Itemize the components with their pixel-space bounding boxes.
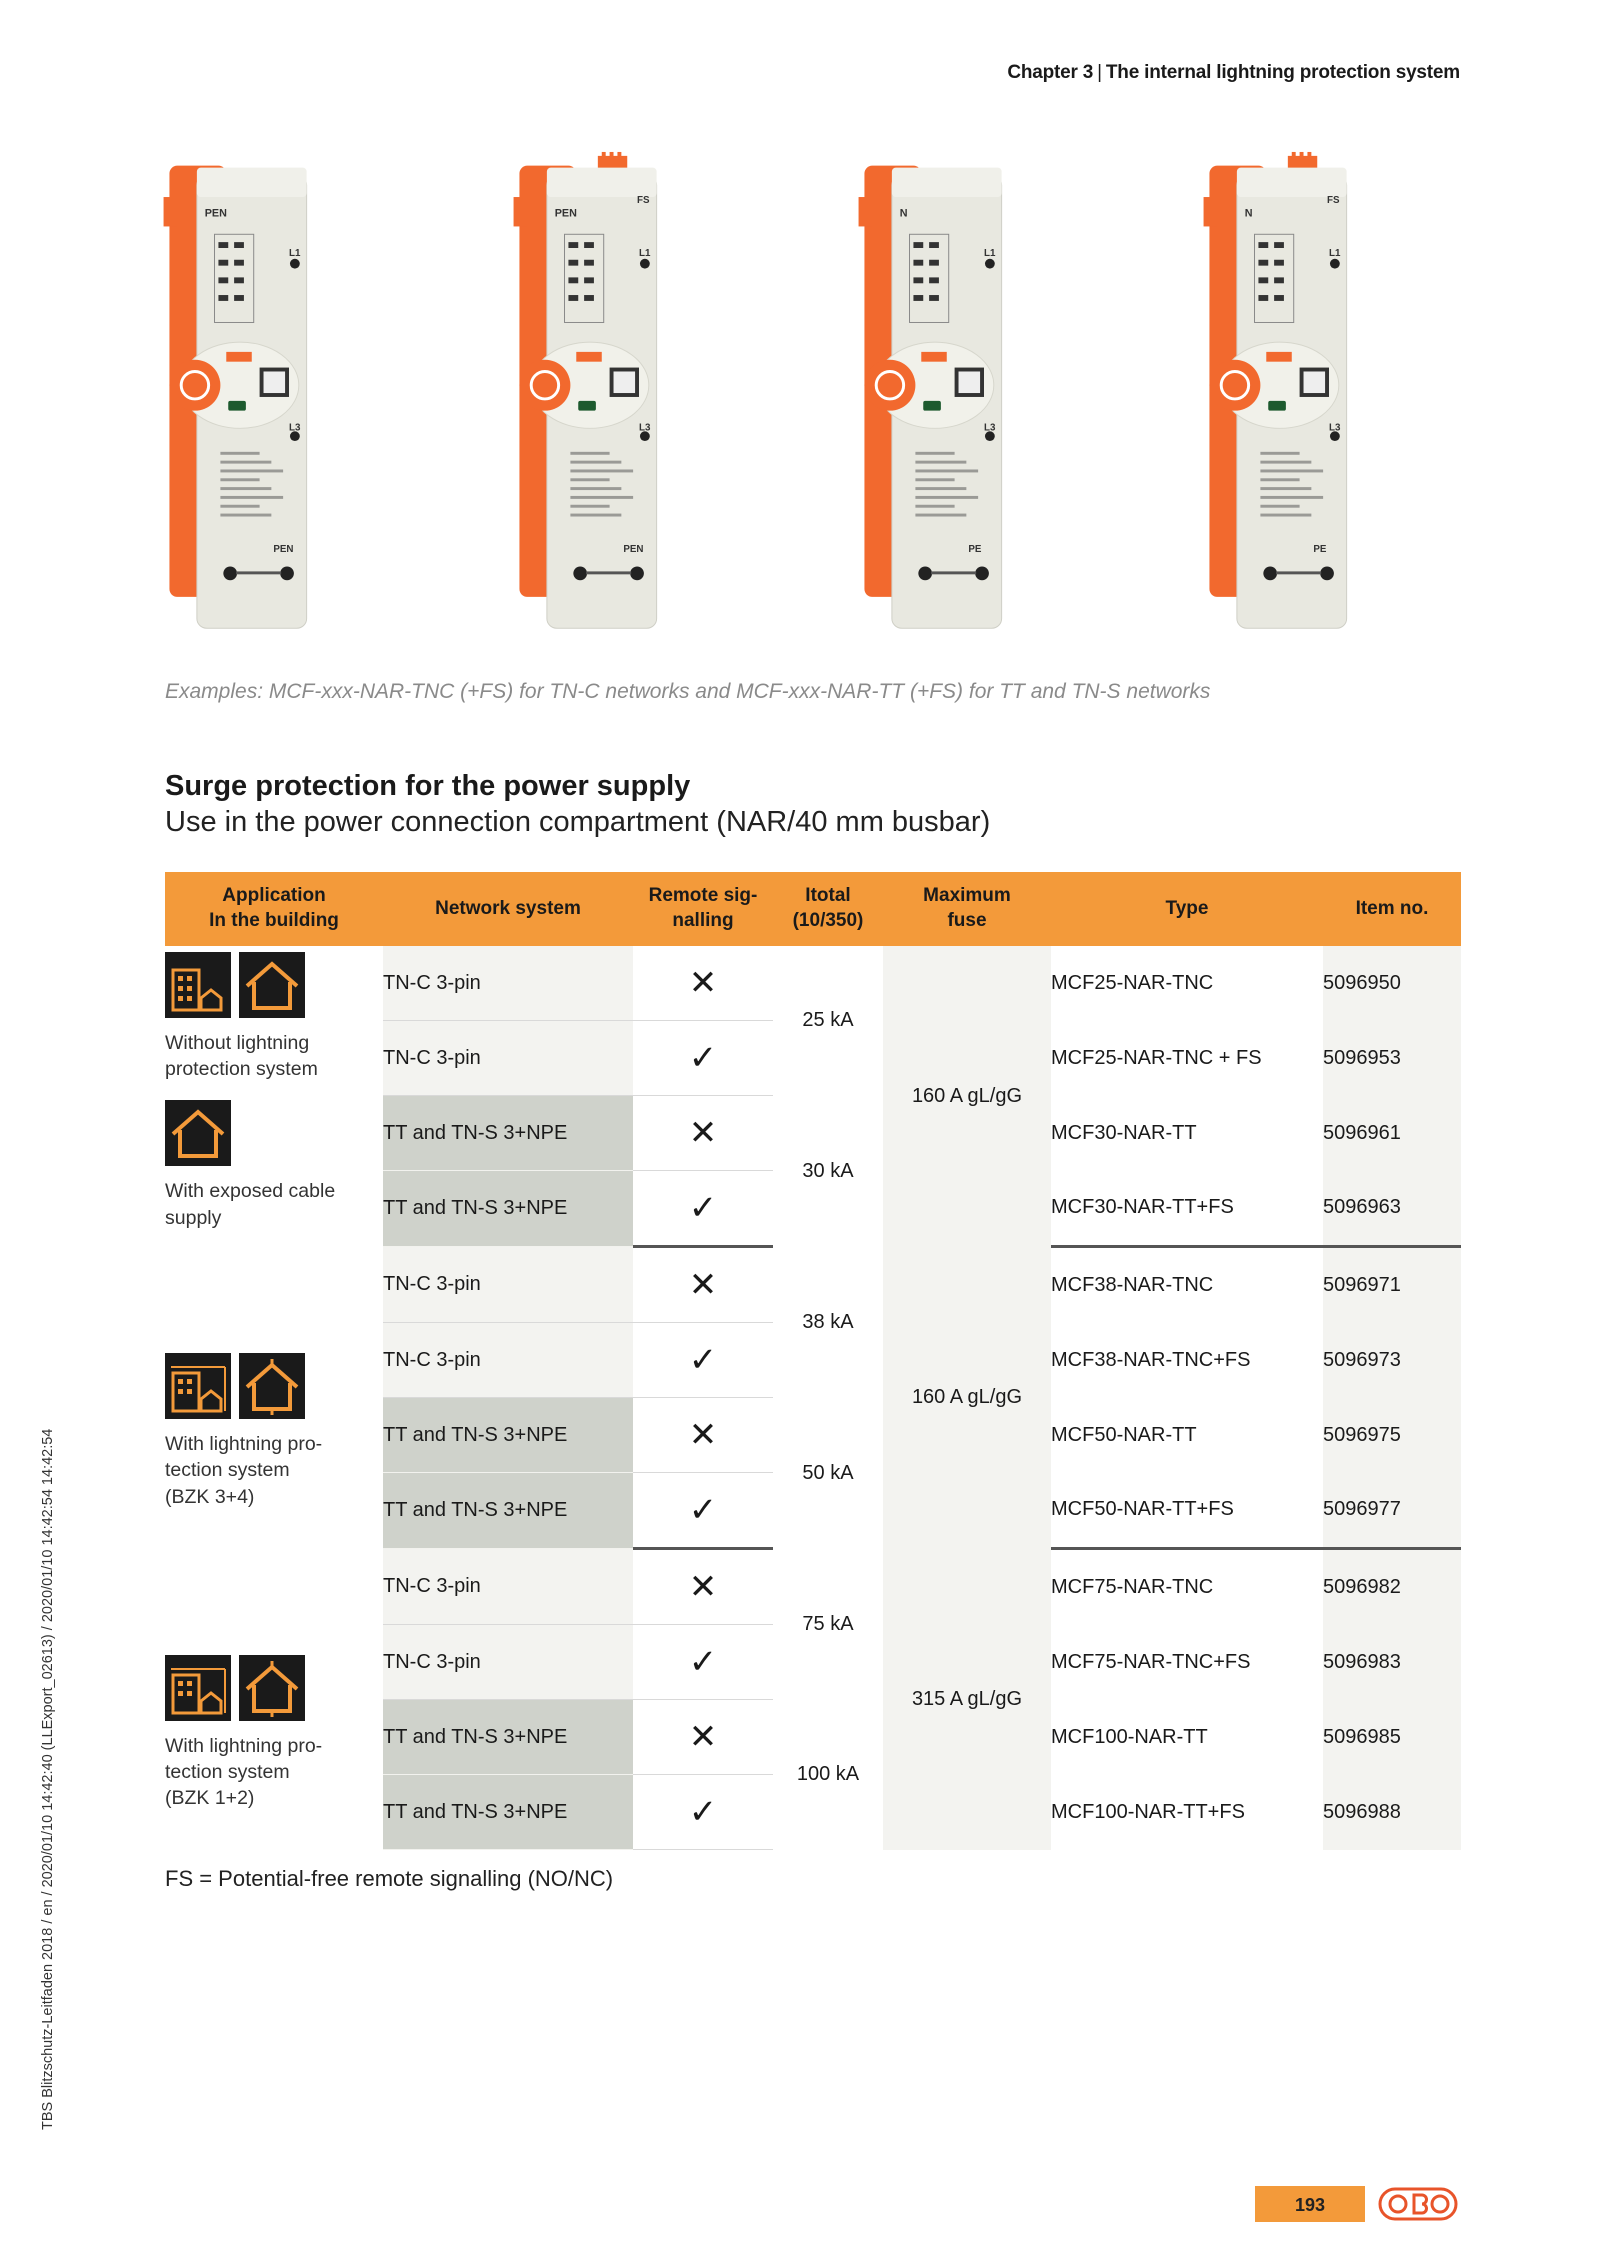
lightning-building-icon xyxy=(165,1353,231,1419)
lightning-house-icon xyxy=(239,1655,305,1721)
obo-logo xyxy=(1378,2186,1458,2222)
type-cell: MCF50-NAR-TT+FS xyxy=(1051,1473,1323,1549)
cross-icon: ✕ xyxy=(688,1416,718,1454)
building-house-icon xyxy=(165,952,231,1018)
table-row xyxy=(165,1549,1461,1625)
cross-icon: ✕ xyxy=(688,1114,718,1152)
remote-cell xyxy=(633,1775,773,1850)
itotal-cell: 75 kA xyxy=(773,1549,883,1700)
application-text: With lightning pro- xyxy=(165,1734,323,1757)
remote-cell xyxy=(633,1549,773,1625)
chapter-title: The internal lightning protection system xyxy=(1105,62,1460,83)
lightning-house-icon xyxy=(239,1353,305,1419)
application-cell xyxy=(165,1247,383,1549)
cross-icon: ✕ xyxy=(688,1266,718,1304)
page-header xyxy=(1007,62,1460,84)
cross-icon: ✕ xyxy=(688,1718,718,1756)
item-cell: 5096961 xyxy=(1323,1096,1461,1171)
fuse-cell: 160 A gL/gG xyxy=(883,946,1051,1247)
network-cell: TN-C 3-pin xyxy=(383,946,633,1021)
header-type: Type xyxy=(1051,872,1323,946)
svg-text:PEN: PEN xyxy=(273,543,294,555)
remote-cell xyxy=(633,1247,773,1323)
check-icon: ✓ xyxy=(688,1039,718,1077)
type-cell: MCF30-NAR-TT+FS xyxy=(1051,1171,1323,1247)
header-separator: | xyxy=(1097,62,1102,83)
itotal-cell: 38 kA xyxy=(773,1247,883,1398)
itotal-cell: 30 kA xyxy=(773,1096,883,1247)
item-cell: 5096988 xyxy=(1323,1775,1461,1850)
svg-text:L1: L1 xyxy=(984,247,996,259)
network-cell: TN-C 3-pin xyxy=(383,1549,633,1625)
header-itotal: Itotal (10/350) xyxy=(773,872,883,946)
item-cell: 5096950 xyxy=(1323,946,1461,1021)
type-cell: MCF75-NAR-TNC xyxy=(1051,1549,1323,1625)
house-icon xyxy=(239,952,305,1018)
check-icon: ✓ xyxy=(688,1643,718,1681)
house-icon xyxy=(165,1100,231,1166)
item-cell: 5096975 xyxy=(1323,1398,1461,1473)
svg-text:PEN: PEN xyxy=(623,543,644,555)
product-image-1 xyxy=(160,150,320,640)
application-text: tection system xyxy=(165,1760,290,1783)
svg-text:PE: PE xyxy=(1313,543,1327,555)
side-print-info: TBS Blitzschutz-Leitfaden 2018 / en / 2020/01/10 14:42:40 (LLExport_02613) / 2020/01/10 14:42:54 14:42:54 xyxy=(40,1428,56,2130)
application-text: tection system xyxy=(165,1459,290,1482)
network-cell: TN-C 3-pin xyxy=(383,1323,633,1398)
type-cell: MCF25-NAR-TNC xyxy=(1051,946,1323,1021)
application-text: With exposed cable supply xyxy=(165,1180,336,1229)
section-subtitle: Use in the power connection compartment (NAR/40 mm busbar) xyxy=(165,806,991,838)
chapter-label: Chapter 3 xyxy=(1007,62,1094,83)
svg-text:L3: L3 xyxy=(639,422,651,434)
network-cell: TN-C 3-pin xyxy=(383,1247,633,1323)
network-cell: TT and TN-S 3+NPE xyxy=(383,1171,633,1247)
type-cell: MCF50-NAR-TT xyxy=(1051,1398,1323,1473)
check-icon: ✓ xyxy=(688,1341,718,1379)
type-cell: MCF25-NAR-TNC + FS xyxy=(1051,1021,1323,1096)
product-images xyxy=(160,150,1460,650)
item-cell: 5096983 xyxy=(1323,1625,1461,1700)
svg-text:FS: FS xyxy=(637,194,650,206)
itotal-cell: 100 kA xyxy=(773,1700,883,1850)
footnote: FS = Potential-free remote signalling (NO/NC) xyxy=(165,1866,614,1891)
fuse-cell: 160 A gL/gG xyxy=(883,1247,1051,1549)
svg-text:N: N xyxy=(1244,207,1253,220)
check-icon: ✓ xyxy=(688,1491,718,1529)
type-cell: MCF38-NAR-TNC xyxy=(1051,1247,1323,1323)
header-remote: Remote sig- nalling xyxy=(633,872,773,946)
page-number: 193 xyxy=(1255,2186,1365,2222)
remote-cell xyxy=(633,1700,773,1775)
remote-cell xyxy=(633,1096,773,1171)
type-cell: MCF100-NAR-TT+FS xyxy=(1051,1775,1323,1850)
itotal-cell: 25 kA xyxy=(773,946,883,1096)
itotal-cell: 50 kA xyxy=(773,1398,883,1549)
item-cell: 5096971 xyxy=(1323,1247,1461,1323)
network-cell: TT and TN-S 3+NPE xyxy=(383,1775,633,1850)
product-image-3 xyxy=(855,150,1015,640)
remote-cell xyxy=(633,1625,773,1700)
svg-text:L1: L1 xyxy=(639,247,651,259)
network-cell: TN-C 3-pin xyxy=(383,1625,633,1700)
header-network: Network system xyxy=(383,872,633,946)
product-image-4 xyxy=(1200,150,1360,640)
remote-cell xyxy=(633,1473,773,1549)
table-row xyxy=(165,1247,1461,1323)
svg-text:PEN: PEN xyxy=(204,207,227,220)
network-cell: TT and TN-S 3+NPE xyxy=(383,1096,633,1171)
application-text: (BZK 1+2) xyxy=(165,1787,255,1810)
type-cell: MCF75-NAR-TNC+FS xyxy=(1051,1625,1323,1700)
svg-text:N: N xyxy=(899,207,908,220)
application-text: Without lightning protection system xyxy=(165,1031,318,1080)
header-fuse: Maximum fuse xyxy=(883,872,1051,946)
remote-cell xyxy=(633,946,773,1021)
type-cell: MCF38-NAR-TNC+FS xyxy=(1051,1323,1323,1398)
application-cell xyxy=(165,1549,383,1850)
cross-icon: ✕ xyxy=(688,1568,718,1606)
remote-cell xyxy=(633,1021,773,1096)
check-icon: ✓ xyxy=(688,1189,718,1227)
svg-text:L3: L3 xyxy=(289,422,301,434)
cross-icon: ✕ xyxy=(688,964,718,1002)
item-cell: 5096953 xyxy=(1323,1021,1461,1096)
image-caption: Examples: MCF-xxx-NAR-TNC (+FS) for TN-C networks and MCF-xxx-NAR-TT (+FS) for TT and TN-S networks xyxy=(165,680,1211,703)
application-cell xyxy=(165,946,383,1247)
svg-text:L1: L1 xyxy=(289,247,301,259)
type-cell: MCF100-NAR-TT xyxy=(1051,1700,1323,1775)
svg-text:L3: L3 xyxy=(1329,422,1341,434)
header-application: Application In the building xyxy=(165,872,383,946)
header-item: Item no. xyxy=(1323,872,1461,946)
lightning-building-icon xyxy=(165,1655,231,1721)
svg-text:L3: L3 xyxy=(984,422,996,434)
table-header-row xyxy=(165,872,1461,946)
check-icon: ✓ xyxy=(688,1793,718,1831)
network-cell: TT and TN-S 3+NPE xyxy=(383,1700,633,1775)
product-table xyxy=(165,872,1461,1850)
remote-cell xyxy=(633,1398,773,1473)
svg-text:PE: PE xyxy=(968,543,982,555)
svg-text:PEN: PEN xyxy=(554,207,577,220)
item-cell: 5096973 xyxy=(1323,1323,1461,1398)
product-image-2 xyxy=(510,150,670,640)
table-row xyxy=(165,946,1461,1021)
remote-cell xyxy=(633,1323,773,1398)
network-cell: TT and TN-S 3+NPE xyxy=(383,1398,633,1473)
svg-text:L1: L1 xyxy=(1329,247,1341,259)
item-cell: 5096977 xyxy=(1323,1473,1461,1549)
item-cell: 5096982 xyxy=(1323,1549,1461,1625)
type-cell: MCF30-NAR-TT xyxy=(1051,1096,1323,1171)
item-cell: 5096985 xyxy=(1323,1700,1461,1775)
network-cell: TN-C 3-pin xyxy=(383,1021,633,1096)
application-text: (BZK 3+4) xyxy=(165,1485,255,1508)
network-cell: TT and TN-S 3+NPE xyxy=(383,1473,633,1549)
svg-text:FS: FS xyxy=(1327,194,1340,206)
application-text: With lightning pro- xyxy=(165,1433,323,1456)
section-title: Surge protection for the power supply xyxy=(165,770,691,802)
fuse-cell: 315 A gL/gG xyxy=(883,1549,1051,1850)
item-cell: 5096963 xyxy=(1323,1171,1461,1247)
remote-cell xyxy=(633,1171,773,1247)
